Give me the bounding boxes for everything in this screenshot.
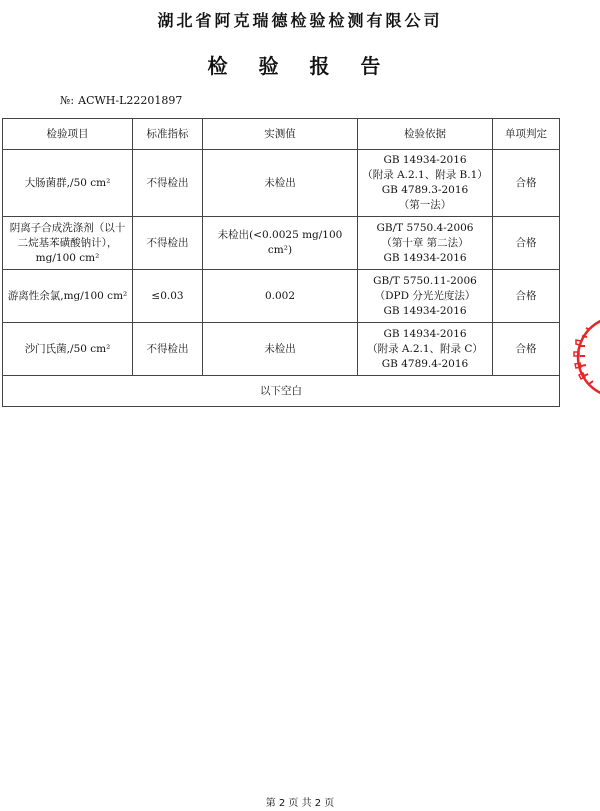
measured-cell: 未检出(<0.0025 mg/100 cm²) xyxy=(203,217,358,270)
column-header-basis: 检验依据 xyxy=(358,119,493,150)
basis-cell xyxy=(358,217,493,270)
verdict-cell: 合格 xyxy=(493,217,560,270)
company-name: 湖北省阿克瑞德检验检测有限公司 xyxy=(157,11,443,30)
basis-line: （第十章 第二法） xyxy=(381,236,469,249)
basis-line: GB 14934-2016 xyxy=(383,251,467,264)
item-cell xyxy=(3,217,133,270)
item-name: 二烷基苯磺酸钠计）， xyxy=(17,236,118,249)
measured-cell: 未检出 xyxy=(203,323,358,376)
basis-cell xyxy=(358,150,493,217)
item-cell xyxy=(3,323,133,376)
verdict-cell: 合格 xyxy=(493,323,560,376)
report-number-line xyxy=(60,94,186,107)
seal-ring xyxy=(574,317,600,397)
basis-line: （附录 A.2.1、附录 C） xyxy=(367,342,483,355)
report-number: ACWH-L22201897 xyxy=(78,94,183,107)
page-number: 第 2 页 共 2 页 xyxy=(265,798,335,809)
basis-line: （附录 A.2.1、附录 B.1） xyxy=(362,169,488,181)
inspection-table xyxy=(2,118,560,407)
basis-line: （DPD 分光光度法） xyxy=(374,289,476,302)
basis-cell xyxy=(358,270,493,323)
item-cell xyxy=(3,150,133,217)
report-number-prefix: №: xyxy=(60,94,75,107)
basis-line: （第一法） xyxy=(398,199,452,211)
basis-line: GB 14934-2016 xyxy=(383,327,467,340)
table-row xyxy=(3,270,560,323)
standard-cell: 不得检出 xyxy=(133,217,203,270)
basis-line: GB 4789.3-2016 xyxy=(381,184,469,196)
column-header-standard: 标准指标 xyxy=(133,119,203,150)
column-header-verdict: 单项判定 xyxy=(493,119,560,150)
verdict-cell: 合格 xyxy=(493,150,560,217)
item-name: 阴离子合成洗涤剂（以十 xyxy=(9,221,126,234)
standard-cell: 不得检出 xyxy=(133,323,203,376)
item-name: 沙门氏菌,/50 cm² xyxy=(24,342,111,355)
item-cell xyxy=(3,270,133,323)
table-row xyxy=(3,150,560,217)
basis-line: GB 14934-2016 xyxy=(383,154,467,166)
basis-line: GB 4789.4-2016 xyxy=(381,357,469,370)
column-header-item: 检验项目 xyxy=(3,119,133,150)
item-name: 游离性余氯,mg/100 cm² xyxy=(7,289,128,302)
table-footer-row xyxy=(3,376,560,407)
blank-below-note: 以下空白 xyxy=(3,376,560,407)
table-header-row xyxy=(3,119,560,150)
basis-line: GB/T 5750.11-2006 xyxy=(373,274,477,287)
item-name: mg/100 cm² xyxy=(35,251,100,264)
official-seal-icon xyxy=(566,316,600,398)
measured-cell: 0.002 xyxy=(203,270,358,323)
table-row xyxy=(3,217,560,270)
basis-cell xyxy=(358,323,493,376)
item-name: 大肠菌群,/50 cm² xyxy=(24,176,111,189)
report-title: 检 验 报 告 xyxy=(207,54,393,78)
column-header-measured: 实测值 xyxy=(203,119,358,150)
standard-cell: ≤0.03 xyxy=(133,270,203,323)
table-row xyxy=(3,323,560,376)
basis-line: GB/T 5750.4-2006 xyxy=(376,221,474,234)
verdict-cell: 合格 xyxy=(493,270,560,323)
measured-cell: 未检出 xyxy=(203,150,358,217)
standard-cell: 不得检出 xyxy=(133,150,203,217)
basis-line: GB 14934-2016 xyxy=(383,304,467,317)
